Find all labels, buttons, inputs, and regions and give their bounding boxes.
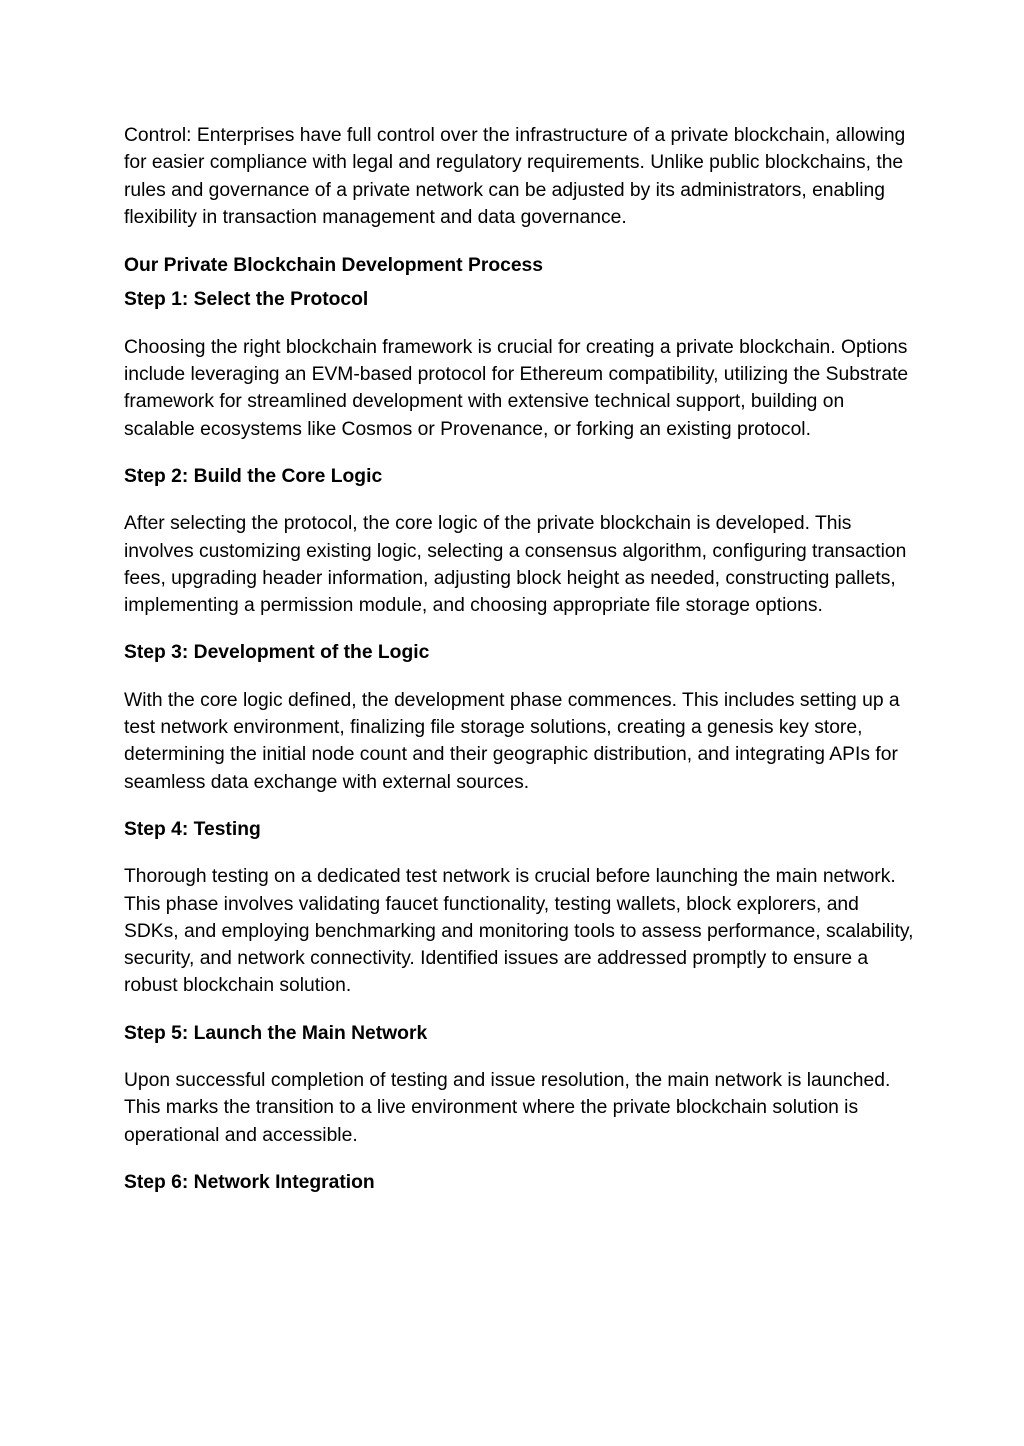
document-page [124, 122, 914, 1216]
step-4-body: Thorough testing on a dedicated test network is crucial before launching the main network. This phase involves validating faucet functionality, testing wallets, block explorers, and SDKs, and employing benchmarking and monitoring tools to assess performance, scalability, security, and network connectivity. Identified issues are addressed promptly to ensure a robust blockchain solution. [124, 866, 914, 997]
step-1-body: Choosing the right blockchain framework is crucial for creating a private blockchain. Options include leveraging an EVM-based protocol for Ethereum compatibility, utilizing the Substrate framework for streamlined development with extensive technical support, building on scalable ecosystems like Cosmos or Provenance, or forking an existing protocol. [124, 336, 909, 440]
step-5-body: Upon successful completion of testing and issue resolution, the main network is launched. This marks the transition to a live environment where the private blockchain solution is operational and accessible. [124, 1070, 891, 1146]
section-title: Our Private Blockchain Development Process [124, 255, 543, 277]
step-4-heading: Step 4: Testing [124, 818, 261, 840]
step-2-heading: Step 2: Build the Core Logic [124, 465, 383, 487]
step-3-heading: Step 3: Development of the Logic [124, 642, 430, 664]
intro-paragraph: Control: Enterprises have full control over the infrastructure of a private blockchain, allowing for easier compliance with legal and regulatory requirements. Unlike public blockchains, the rules and governance of a private network can be adjusted by its administrators, enabling flexibility in transaction management and data governance. [124, 125, 906, 228]
step-3-body: With the core logic defined, the development phase commences. This includes setting up a test network environment, finalizing file storage solutions, creating a genesis key store, determining the initial node count and their geographic distribution, and integrating APIs for seamless data exchange with external sources. [124, 689, 900, 793]
step-1-heading: Step 1: Select the Protocol [124, 289, 369, 311]
step-2-body: After selecting the protocol, the core logic of the private blockchain is developed. This involves customizing existing logic, selecting a consensus algorithm, configuring transaction fees, upgrading header information, adjusting block height as needed, constructing pallets, implementing a permission module, and choosing appropriate file storage options. [124, 513, 907, 617]
step-5-heading: Step 5: Launch the Main Network [124, 1022, 428, 1044]
step-6-heading: Step 6: Network Integration [124, 1171, 375, 1193]
